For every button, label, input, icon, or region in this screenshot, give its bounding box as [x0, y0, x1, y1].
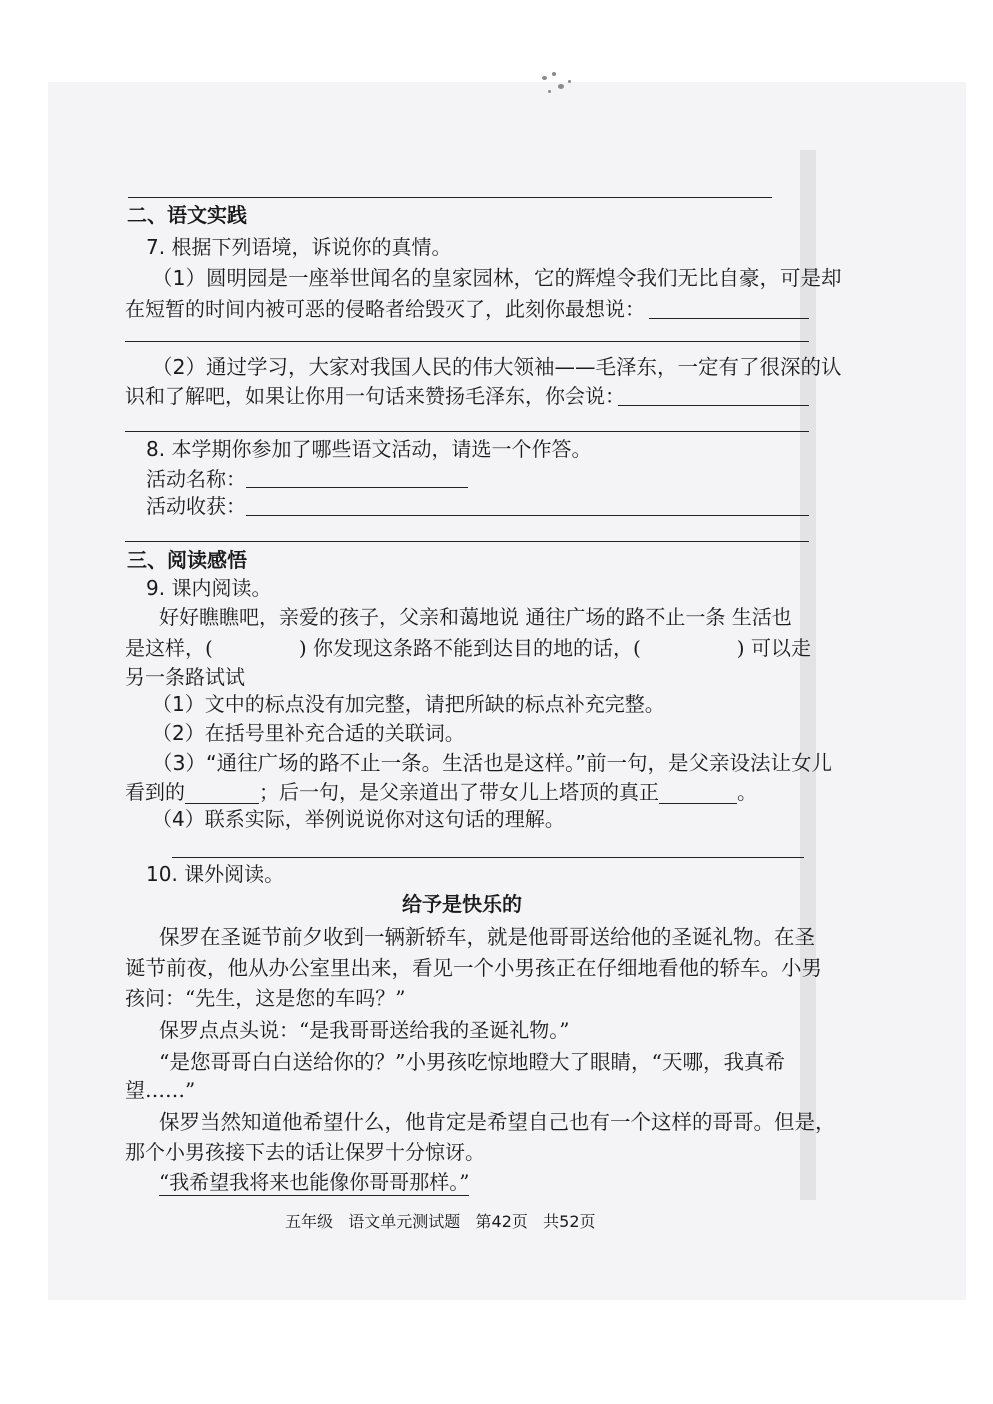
q7-1-text-cont: 在短暂的时间内被可恶的侵略者给毁灭了，此刻你最想说： — [125, 297, 645, 321]
reading-para-4-line-1: 保罗当然知道他希望什么，他肯定是希望自己也有一个这样的哥哥。但是， — [159, 1110, 836, 1134]
activity-name-label: 活动名称： — [146, 467, 246, 491]
blank-line-see[interactable] — [185, 785, 259, 804]
q9-sub-1: （1）文中的标点没有加完整，请把所缺的标点补充完整。 — [152, 692, 665, 716]
smudge-marks — [540, 70, 580, 100]
q7-2-text-cont: 识和了解吧，如果让你用一句话来赞扬毛泽东，你会说： — [125, 384, 625, 408]
q7-2-text: （2）通过学习，大家对我国人民的伟大领袖——毛泽东，一定有了很深的认 — [152, 355, 842, 379]
question-10: 10. 课外阅读。 — [146, 862, 285, 886]
reading-para-1-line-3: 孩问：“先生，这是您的车吗？” — [125, 986, 406, 1010]
question-9: 9. 课内阅读。 — [146, 576, 272, 600]
q9-sub-4: （4）联系实际，举例说说你对这句话的理解。 — [152, 807, 565, 831]
passage-9-line-2-b: ) 你发现这条路不能到达目的地的话，( — [298, 636, 641, 660]
activity-gain-label: 活动收获： — [146, 494, 246, 518]
reading-para-1-line-2: 诞节前夜，他从办公室里出来，看见一个小男孩正在仔细地看他的轿车。小男 — [125, 956, 822, 980]
passage-9-line-3: 另一条路试试 — [125, 665, 245, 689]
answer-line-7-1a[interactable] — [649, 318, 809, 319]
reading-para-3-line-1: “是您哥哥白白送给你的？”小男孩吃惊地瞪大了眼睛，“天哪，我真希 — [159, 1050, 785, 1074]
passage-9-line-2-a: 是这样，( — [125, 636, 213, 660]
q9-sub-3-b1: 看到的 — [125, 780, 185, 804]
reading-para-5 — [159, 1170, 469, 1194]
reading-para-2: 保罗点点头说：“是我哥哥送给我的圣诞礼物。” — [159, 1018, 570, 1042]
q9-sub-3-cont — [125, 780, 757, 804]
answer-line-7-2a[interactable] — [618, 405, 809, 406]
passage-9-line-2 — [125, 636, 811, 660]
q9-sub-3-b3: 。 — [737, 780, 757, 804]
answer-line-7-1b[interactable] — [125, 341, 809, 342]
q9-sub-2: （2）在括号里补充合适的关联词。 — [152, 721, 465, 745]
answer-line-top — [128, 197, 772, 198]
activity-name-line[interactable] — [246, 487, 468, 488]
q9-sub-3: （3）“通往广场的路不止一条。生活也是这样。”前一句，是父亲设法让女儿 — [152, 751, 833, 775]
page-footer: 五年级 语文单元测试题 第42页 共52页 — [285, 1212, 596, 1231]
reading-para-1-line-1: 保罗在圣诞节前夕收到一辆新轿车，就是他哥哥送给他的圣诞礼物。在圣 — [159, 925, 815, 949]
q9-sub-3-b2: ；后一句，是父亲道出了带女儿上塔顶的真正 — [259, 780, 659, 804]
question-8: 8. 本学期你参加了哪些语文活动，请选一个作答。 — [146, 437, 592, 461]
reading-para-4-line-2: 那个小男孩接下去的话让保罗十分惊讶。 — [125, 1140, 485, 1164]
passage-9-line-1: 好好瞧瞧吧，亲爱的孩子，父亲和蔼地说 通往广场的路不止一条 生活也 — [159, 605, 792, 629]
activity-gain-line-2[interactable] — [125, 541, 809, 542]
reading-title: 给予是快乐的 — [402, 892, 522, 916]
passage-9-line-2-c: ) 可以走 — [736, 636, 811, 660]
section-heading-practice: 二、语文实践 — [127, 203, 247, 227]
blank-line-purpose[interactable] — [659, 785, 737, 804]
underlined-sentence: “我希望我将来也能像你哥哥那样。” — [159, 1170, 470, 1194]
reading-para-3-line-2: 望……” — [125, 1078, 196, 1102]
question-7: 7. 根据下列语境，诉说你的真情。 — [146, 235, 452, 259]
paper-edge-shadow — [800, 150, 816, 1200]
activity-gain-line-1[interactable] — [246, 515, 809, 516]
section-heading-reading: 三、阅读感悟 — [127, 548, 247, 572]
q7-1-text: （1）圆明园是一座举世闻名的皇家园林，它的辉煌令我们无比自豪，可是却 — [152, 266, 842, 290]
answer-line-7-2b[interactable] — [125, 431, 809, 432]
answer-line-9-4[interactable] — [172, 857, 804, 858]
